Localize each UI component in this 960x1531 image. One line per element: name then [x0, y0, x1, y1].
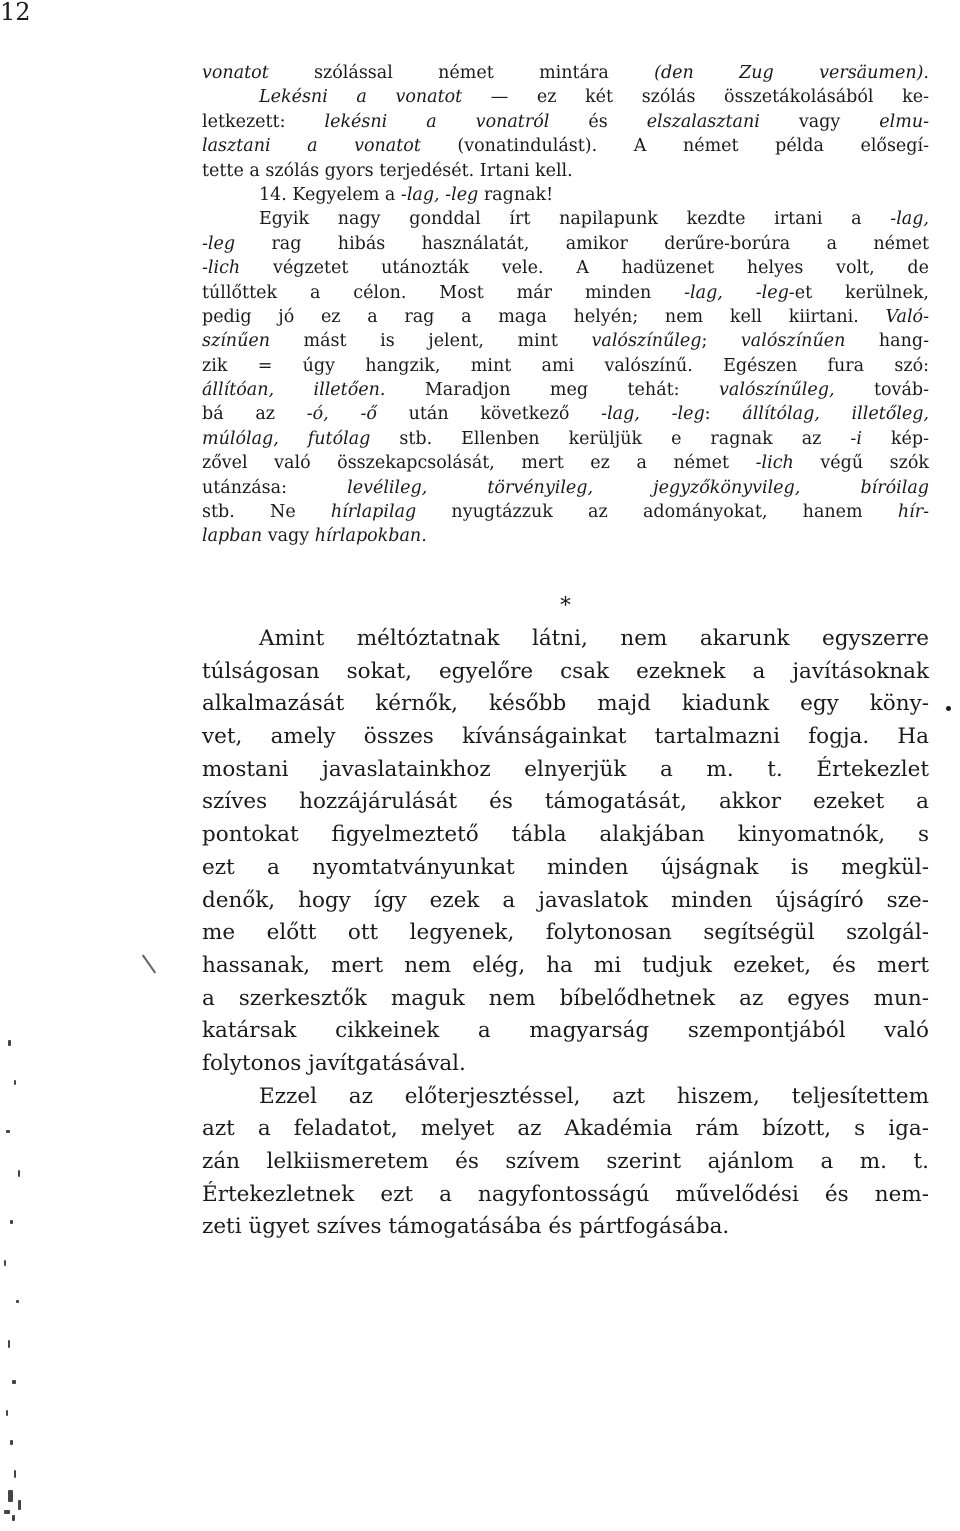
- text-line: [202, 524, 929, 548]
- text-line: [202, 427, 929, 451]
- italic-text: vonatot: [202, 63, 269, 83]
- text-line: [202, 61, 929, 85]
- italic-text: elmu-: [879, 111, 929, 132]
- italic-text: -ó, -ő: [306, 404, 377, 425]
- text-line: [202, 232, 929, 256]
- text-line: [202, 110, 929, 134]
- italic-text: lapban: [202, 526, 263, 547]
- scan-speck: [14, 1080, 16, 1085]
- italic-text: Való-: [885, 306, 929, 327]
- scan-speck: [6, 1410, 8, 1416]
- text-line: pontokat figyelmeztető tábla alakjában kinyomatnók, s: [202, 822, 929, 848]
- scan-speck: [10, 1440, 13, 1445]
- italic-text: hírlapilag: [330, 502, 417, 523]
- text-segment: tette a szólás gyors terjedését. Irtani kell.: [202, 160, 573, 181]
- text-line: katársak cikkeinek a magyarság szempontjából való: [202, 1018, 929, 1044]
- text-line: me előtt ott legyenek, folytonosan segítségül szolgál-: [202, 920, 929, 946]
- page-number: 12: [0, 0, 31, 26]
- italic-text: -lich: [755, 453, 794, 474]
- text-segment: után következő: [376, 404, 602, 425]
- scan-speck: [10, 1220, 13, 1224]
- italic-text: -lag, -leg: [601, 404, 705, 425]
- text-segment: nyugtázzuk az adományokat, hanem: [416, 502, 898, 523]
- text-segment: rag hibás használatát, amikor derűre-borúra a német: [235, 233, 929, 254]
- text-line: szíves hozzájárulását és támogatását, akkor ezeket a: [202, 789, 929, 815]
- text-segment: bá az: [202, 404, 307, 425]
- section-bottom-text: [202, 623, 929, 1244]
- scan-speck: [8, 1340, 10, 1348]
- text-segment: :: [704, 404, 743, 425]
- italic-text: lekésni a vonatról: [324, 111, 550, 132]
- italic-text: színűen: [202, 331, 270, 352]
- italic-text: -leg: [202, 233, 236, 254]
- italic-text: állítólag, illetőleg,: [742, 404, 929, 425]
- text-segment: végű szók: [793, 453, 929, 474]
- separator-row: [202, 592, 929, 620]
- italic-text: -lich: [202, 258, 241, 279]
- text-line: túlságosan sokat, egyelőre csak ezeknek a javításoknak: [202, 658, 929, 684]
- text-line: [202, 134, 929, 158]
- scan-speck: [6, 1130, 10, 1133]
- scan-speck: [16, 1300, 19, 1303]
- scan-speck: [8, 1490, 13, 1502]
- scan-speck: [14, 1470, 16, 1478]
- text-segment: szólással német mintára: [268, 63, 655, 83]
- scan-speck: [18, 1170, 20, 1177]
- text-segment: utánzása:: [202, 477, 348, 498]
- text-line: [202, 183, 929, 207]
- text-segment: zővel való összekapcsolását, mert ez a német: [202, 453, 756, 474]
- text-segment: (vonatindulást). A német példa elősegí-: [420, 136, 930, 157]
- text-line: a szerkesztők maguk nem bíbelődhetnek az egyes mun-: [202, 985, 929, 1011]
- italic-text: elszalasztani: [646, 111, 760, 132]
- text-segment: mást is jelent, mint: [269, 331, 592, 352]
- text-line: azt a feladatot, melyet az Akadémia rám bízott, s iga-: [202, 1116, 929, 1142]
- italic-text: lasztani a vonatot: [202, 136, 421, 157]
- text-segment: Maradjon meg tehát:: [385, 380, 720, 401]
- margin-hairline: [142, 954, 156, 973]
- text-segment: vagy: [262, 526, 315, 547]
- text-segment: letkezett:: [202, 111, 325, 132]
- text-line: folytonos javítgatásával.: [202, 1050, 466, 1076]
- text-line: Ezzel az előterjesztéssel, azt hiszem, teljesítettem: [259, 1083, 929, 1109]
- text-segment: ;: [701, 331, 741, 352]
- text-line: [202, 207, 929, 231]
- text-segment: stb. Ne: [202, 502, 331, 523]
- text-line: Értekezletnek ezt a nagyfontosságú művelődési és nem-: [202, 1181, 929, 1207]
- text-line: [202, 256, 929, 280]
- italic-text: levélileg, törvényileg, jegyzőkönyvileg, bíróilag: [347, 477, 929, 498]
- italic-text: -lag,: [890, 209, 929, 230]
- text-segment: -et kerülnek,: [788, 282, 929, 303]
- text-line: [202, 402, 929, 426]
- margin-dot: [946, 706, 951, 711]
- italic-text: (den Zug versäumen).: [654, 63, 929, 83]
- text-line: [202, 354, 929, 378]
- italic-text: -i: [850, 428, 862, 449]
- section-top-text: [202, 61, 929, 549]
- text-line: denők, hogy így ezek a javaslatok minden újságíró sze-: [202, 887, 929, 913]
- text-segment: és: [549, 111, 647, 132]
- text-segment: zik = úgy hangzik, mint ami valószínű. Egészen fura szó:: [202, 355, 929, 376]
- text-segment: 14. Kegyelem a: [259, 184, 401, 205]
- italic-text: -lag, -leg: [684, 282, 789, 303]
- italic-text: múlólag, futólag: [202, 428, 371, 449]
- text-segment: Egyik nagy gonddal írt napilapunk kezdte irtani a: [259, 209, 891, 230]
- text-line: zán lelkiismeretem és szívem szerint ajánlom a m. t.: [202, 1149, 929, 1174]
- text-line: [202, 305, 929, 329]
- scan-speck: [4, 1510, 10, 1514]
- text-segment: — ez két szólás összetákolásából ke-: [462, 87, 929, 108]
- italic-text: hír-: [897, 502, 929, 523]
- scan-speck: [12, 1380, 16, 1384]
- italic-text: hírlapokban.: [314, 526, 427, 547]
- text-segment: ragnak!: [478, 184, 554, 205]
- text-line: [202, 329, 929, 353]
- text-segment: pedig jó ez a rag a maga helyén; nem kell kiirtani.: [202, 306, 886, 327]
- text-line: Amint méltóztatnak látni, nem akarunk egyszerre: [259, 626, 929, 651]
- italic-text: valószínűleg: [591, 331, 702, 352]
- text-line: zeti ügyet szíves támogatásába és pártfogásába.: [202, 1214, 730, 1240]
- text-segment: hang-: [845, 331, 929, 352]
- text-segment: végzetet utánozták vele. A hadüzenet helyes volt, de: [240, 258, 929, 279]
- italic-text: -lag, -leg: [400, 184, 479, 205]
- scan-speck: [4, 1260, 6, 1266]
- text-segment: vagy: [759, 111, 880, 132]
- scan-speck: [18, 1500, 21, 1510]
- text-line: [202, 159, 929, 183]
- text-line: [202, 85, 929, 109]
- italic-text: valószínűleg,: [719, 380, 835, 401]
- text-segment: továb-: [834, 380, 929, 401]
- section-separator: *: [560, 593, 571, 618]
- text-segment: stb. Ellenben kerüljük e ragnak az: [370, 428, 851, 449]
- text-line: alkalmazását kérnők, később majd kiadunk egy köny-: [202, 691, 929, 717]
- text-segment: kép-: [861, 428, 930, 449]
- scan-speck: [12, 1515, 15, 1521]
- text-line: hassanak, mert nem elég, ha mi tudjuk ezeket, és mert: [202, 952, 929, 978]
- text-line: mostani javaslatainkhoz elnyerjük a m. t. Értekezlet: [202, 756, 929, 782]
- text-line: [202, 500, 929, 524]
- text-line: vet, amely összes kívánságainkat tartalmazni fogja. Ha: [202, 724, 929, 750]
- italic-text: állítóan, illetően.: [202, 380, 386, 401]
- italic-text: Lekésni a vonatot: [259, 87, 463, 108]
- italic-text: valószínűen: [740, 331, 846, 352]
- text-line: [202, 476, 929, 500]
- text-line: ezt a nyomtatványunkat minden újságnak is megkül-: [202, 854, 929, 880]
- margin-scan-marks: [0, 1000, 40, 1531]
- scan-speck: [8, 1040, 11, 1046]
- text-line: [202, 281, 929, 305]
- text-line: [202, 451, 929, 475]
- text-segment: túllőttek a célon. Most már minden: [202, 282, 685, 303]
- text-line: [202, 378, 929, 402]
